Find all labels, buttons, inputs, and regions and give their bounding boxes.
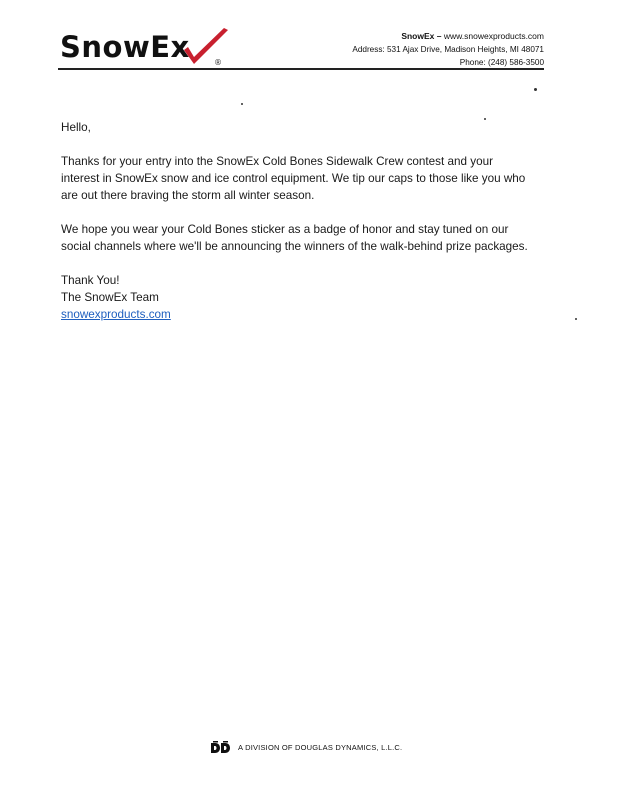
- logo-wordmark: [60, 30, 190, 64]
- logo-word-ex: Ex: [150, 30, 190, 64]
- signature: The SnowEx Team: [61, 291, 159, 304]
- paragraph-2: We hope you wear your Cold Bones sticker as a badge of honor and stay tuned on our social channels where we'll be announcing the winners of the walk-behind prize packages.: [61, 223, 528, 253]
- letter-body: [61, 119, 531, 323]
- company-phone: Phone: (248) 586-3500: [459, 58, 544, 67]
- scan-speck: [534, 88, 537, 91]
- scan-speck: [575, 318, 577, 320]
- douglas-dynamics-dd-icon: [210, 740, 232, 754]
- company-website[interactable]: www.snowexproducts.com: [443, 31, 544, 41]
- company-line: [352, 30, 544, 43]
- closing: Thank You!: [61, 274, 120, 287]
- footer-text: A DIVISION OF DOUGLAS DYNAMICS, L.L.C.: [238, 742, 403, 752]
- snowex-logo: [60, 26, 230, 70]
- footer: [210, 740, 402, 754]
- scan-speck: [241, 103, 243, 105]
- company-address: Address: 531 Ajax Drive, Madison Heights, MI 48071: [352, 45, 544, 54]
- registered-mark: ®: [214, 58, 222, 67]
- paragraph-1: Thanks for your entry into the SnowEx Cold Bones Sidewalk Crew contest and your interest in SnowEx snow and ice control equipment. We tip our caps to those like you who are out there braving the storm all winter season.: [61, 155, 526, 202]
- website-link[interactable]: snowexproducts.com: [61, 308, 171, 321]
- header-divider: [58, 68, 544, 70]
- company-name: SnowEx –: [401, 31, 442, 41]
- logo-word-snow: Snow: [60, 30, 151, 64]
- checkmark-icon: [178, 26, 230, 68]
- company-contact-block: [352, 30, 544, 69]
- greeting: Hello,: [61, 121, 91, 134]
